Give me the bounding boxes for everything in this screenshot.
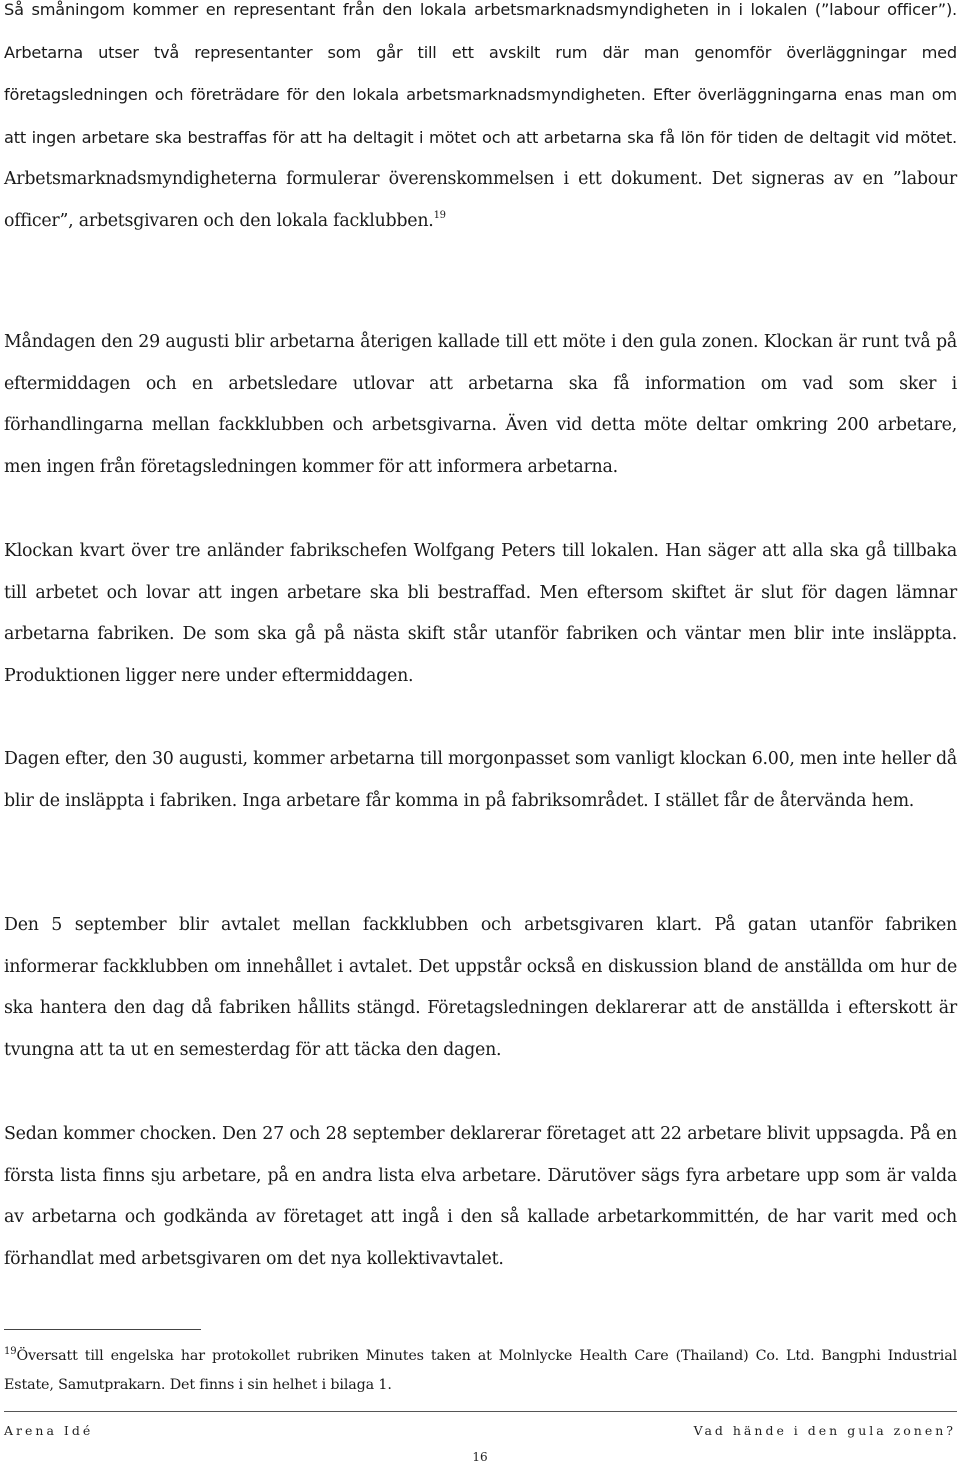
footnote-divider <box>4 1329 201 1330</box>
paragraph-1-serif-text: Arbetsmarknadsmyndigheterna formulerar överenskommelsen i ett dokument. Det signeras av en ”labour officer”, arbetsgivaren och den lokala facklubben. <box>4 169 957 231</box>
footer-document-title: Vad hände i den gula zonen? <box>693 1423 956 1438</box>
paragraph-1 <box>4 0 957 242</box>
page-number: 16 <box>472 1450 488 1464</box>
paragraph-2: Måndagen den 29 augusti blir arbetarna återigen kallade till ett möte i den gula zonen. Klockan är runt två på eftermiddagen och en arbetsledare utlovar att arbetarna ska få information om vad som sker i förhandlingarna mellan fackklubben och arbetsgivarna. Även vid detta möte deltar omkring 200 arbetare, men ingen från företagsledningen kommer för att informera arbetarna. <box>4 332 957 477</box>
footnote-reference[interactable]: 19 <box>433 209 446 221</box>
footnote-number: 19 <box>4 1346 17 1357</box>
paragraph-5: Den 5 september blir avtalet mellan fackklubben och arbetsgivaren klart. På gatan utanför fabriken informerar fackklubben om innehållet i avtalet. Det uppstår också en diskussion bland de anställda om hur de ska hantera den dag då fabriken hållits stängd. Företagsledningen deklarerar att de anställda i efterskott är tvungna att ta ut en semesterdag för att täcka den dagen. <box>4 915 957 1060</box>
paragraph-1-sans-text: Så småningom kommer en representant från den lokala arbetsmarknadsmyndigheten in i lokalen (”labour officer”). Arbetarna utser två representanter som går till ett avskilt rum där man genomför överläggningar med företagsledningen och företrädare för den lokala arbetsmarknadsmyndigheten. Efter överläggningarna enas man om att ingen arbetare ska bestraffas för att ha deltagit i mötet och att arbetarna ska få lön för tiden de deltagit vid mötet. <box>4 0 957 147</box>
paragraph-3: Klockan kvart över tre anländer fabrikschefen Wolfgang Peters till lokalen. Han säger att alla ska gå tillbaka till arbetet och lovar att ingen arbetare ska bli bestraffad. Men eftersom skiftet är slut för dagen lämnar arbetarna fabriken. De som ska gå på nästa skift står utanför fabriken och väntar men blir inte insläppta. Produktionen ligger nere under eftermiddagen. <box>4 541 957 686</box>
footnote-text: Översatt till engelska har protokollet rubriken Minutes taken at Molnlycke Health Care (Thailand) Co. Ltd. Bangphi Industrial Estate, Samutprakarn. Det finns i sin helhet i bilaga 1. <box>4 1348 957 1393</box>
footer-divider <box>4 1411 957 1412</box>
paragraph-4: Dagen efter, den 30 augusti, kommer arbetarna till morgonpasset som vanligt klockan 6.00, men inte heller då blir de insläppta i fabriken. Inga arbetare får komma in på fabriksområdet. I stället får de återvända hem. <box>4 749 957 811</box>
footer-publisher: Arena Idé <box>4 1423 94 1438</box>
paragraph-6: Sedan kommer chocken. Den 27 och 28 september deklarerar företaget att 22 arbetare blivit uppsagda. På en första lista finns sju arbetare, på en andra lista elva arbetare. Därutöver sägs fyra arbetare upp som är valda av arbetarna och godkända av företaget att ingå i den så kallade arbetarkommittén, de har varit med och förhandlat med arbetsgivaren om det nya kollektivavtalet. <box>4 1124 957 1269</box>
footnote <box>4 1342 957 1400</box>
